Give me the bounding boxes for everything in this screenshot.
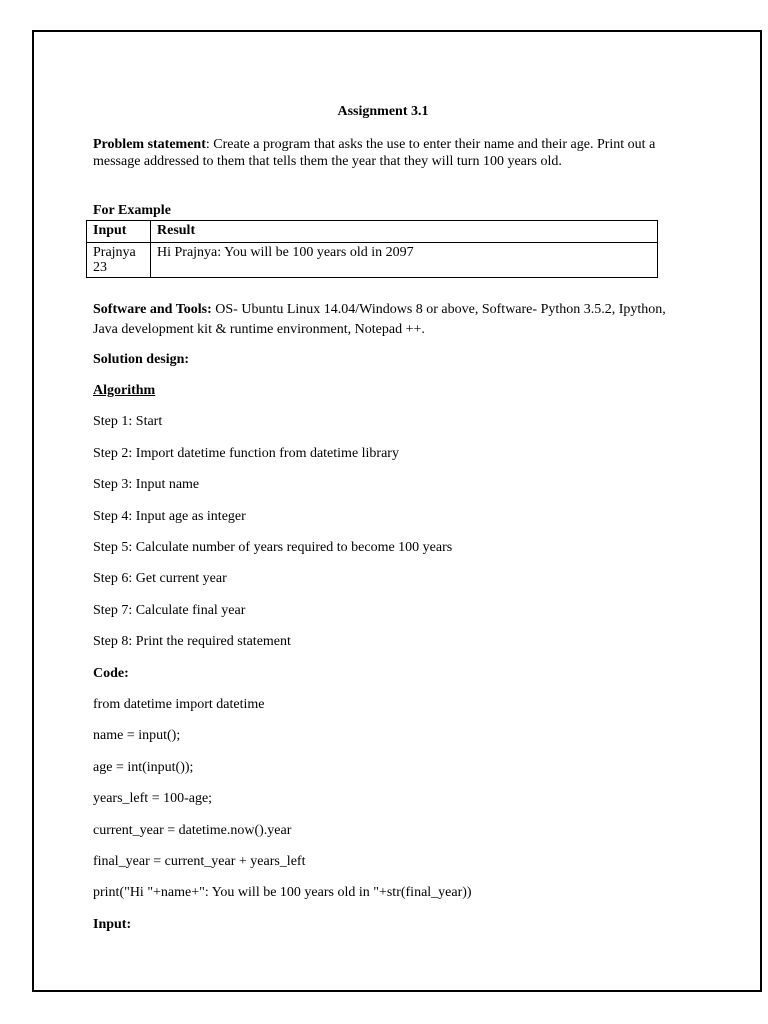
example-table	[86, 220, 658, 278]
software-label: Software and Tools:	[93, 302, 212, 317]
code-line: print("Hi "+name+": You will be 100 years old in "+str(final_year))	[93, 885, 472, 900]
solution-design-heading: Solution design:	[93, 352, 190, 367]
software-text: OS- Ubuntu Linux 14.04/Windows 8 or above, Software- Python 3.5.2, Ipython, Java development kit & runtime environment, Notepad ++.	[93, 302, 666, 337]
code-line: name = input();	[93, 728, 181, 743]
input-age-value: 23	[93, 260, 107, 275]
algorithm-step: Step 6: Get current year	[93, 571, 227, 586]
algorithm-step: Step 7: Calculate final year	[93, 603, 246, 618]
code-line: current_year = datetime.now().year	[93, 823, 292, 838]
algorithm-step: Step 2: Import datetime function from datetime library	[93, 446, 399, 461]
table-row	[87, 243, 658, 278]
table-header-result: Result	[151, 221, 658, 243]
problem-statement-text: : Create a program that asks the use to enter their name and their age. Print out a message addressed to them that tells them the year that they will turn 100 years old.	[93, 137, 656, 169]
algorithm-step: Step 8: Print the required statement	[93, 634, 291, 649]
algorithm-heading: Algorithm	[93, 383, 156, 398]
table-header-input: Input	[87, 221, 151, 243]
code-line: final_year = current_year + years_left	[93, 854, 306, 869]
table-header-row	[87, 221, 658, 243]
input-heading: Input:	[93, 917, 132, 932]
code-line: years_left = 100-age;	[93, 791, 213, 806]
algorithm-step: Step 1: Start	[93, 414, 163, 429]
code-line: age = int(input());	[93, 760, 194, 775]
code-heading: Code:	[93, 666, 129, 681]
problem-statement	[93, 137, 668, 170]
table-cell-result: Hi Prajnya: You will be 100 years old in 2097	[151, 243, 658, 278]
algorithm-step: Step 5: Calculate number of years required to become 100 years	[93, 540, 453, 555]
for-example-heading: For Example	[93, 203, 171, 218]
algorithm-step: Step 4: Input age as integer	[93, 509, 246, 524]
input-name-value: Prajnya	[93, 245, 136, 260]
software-and-tools	[93, 300, 673, 340]
document-title: Assignment 3.1	[337, 104, 429, 119]
algorithm-step: Step 3: Input name	[93, 477, 200, 492]
table-cell-input	[87, 243, 151, 278]
code-line: from datetime import datetime	[93, 697, 265, 712]
problem-statement-label: Problem statement	[93, 137, 206, 152]
